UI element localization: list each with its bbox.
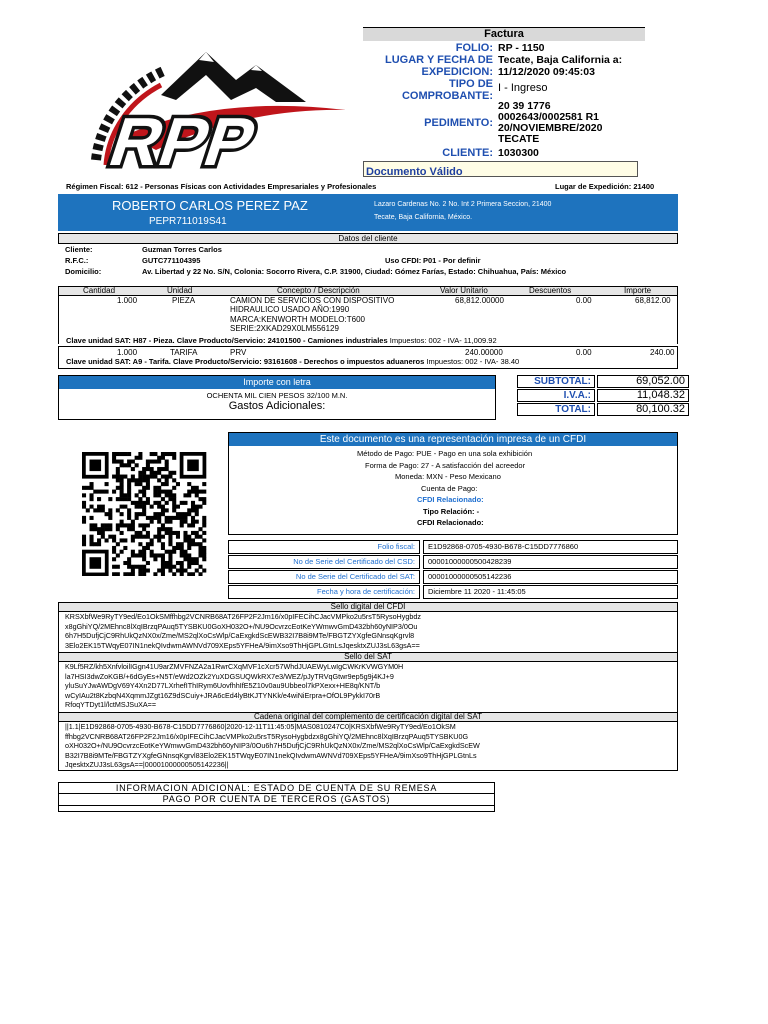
subtotal-value: 69,052.00 (597, 375, 689, 388)
sellos-block (58, 602, 678, 772)
fiscal-row (228, 570, 678, 584)
sello-sat-line: K9Lf5RZ/kh5XnfvloilIGgn41U9arZMVFNZA2a1RwrCXqMVF1cXcr57WhdJUAEWyLwIgCWKrKVWGYM0H (65, 662, 404, 671)
info-adicional-box (58, 782, 495, 816)
pedimento-label: PEDIMENTO: (424, 117, 493, 129)
sat-cert-label: No de Serie del Certificado del SAT: (228, 570, 420, 584)
cliente-rfc: GUTC771104395 (142, 256, 201, 265)
fiscal-row (228, 585, 678, 599)
item-clave (66, 357, 519, 366)
cadena-line: ||1.1|E1D92868-0705-4930-B678-C15DD7776860|2020-12-11T11:45:05|MAS0810247C0|KRSXbfWe9RyTY9ed/Eo1OkSM (65, 722, 456, 731)
sello-cfdi-header (58, 602, 678, 612)
csd-label: No de Serie del Certificado del CSD: (228, 555, 420, 569)
sello-cfdi-line: 3Elo2EK15TWqyE07IN1nekQIvdwmAWNVd709XEps5YFHeA/9imXso9ThHjGPLGtnLsJqesktxZUJ3sL63gsA== (65, 640, 420, 650)
sello-cfdi-line: 6h7H5DufjCjC9RhUkQzNX0x/Zme/MS2qlXoCsWlp/CaExgkdScEWB32I7B8i9MTe/FBGTZYXgfeGNnsqKgrvl8 (65, 631, 415, 641)
cadena-line: oXH032O+/NU9OcvrzcEotKeYWmwvGmD432bh60yNIP3/0Ou6h7H5DufjCjC9RhUkQzNX0x/Zme/MS2qlXoCsWlp/CaExgkdScEW (65, 741, 480, 751)
folio-label: FOLIO: (455, 42, 493, 54)
logo-text: RPP (100, 103, 266, 175)
info-adicional-line-2: PAGO POR CUENTA DE TERCEROS (GASTOS) (58, 794, 495, 806)
domicilio-label: Domicilio: (65, 267, 102, 276)
sello-sat-header (58, 652, 678, 662)
info-adicional-blank-row (58, 806, 495, 812)
regimen-fiscal: Régimen Fiscal: 612 - Personas Físicas con Actividades Empresariales y Profesionales (66, 182, 377, 191)
item-valor: 240.00000 (465, 348, 503, 357)
sello-cfdi-line: x8gGhiYQ/2MEhnc8lXqIBrzqPAuq5TYSBKU0GoXH032O+/NU9OcvrzcEotKeYWmwvGmD432bh60yNIP3/0Ou (65, 621, 418, 631)
cuenta-pago: Cuenta de Pago: (421, 483, 478, 493)
datos-cliente-title: Datos del cliente (338, 234, 398, 243)
item-cantidad: 1.000 (117, 348, 138, 357)
csd-value: 00001000000500428239 (423, 555, 678, 569)
iva-row (517, 389, 691, 402)
emisor-address-2: Tecate, Baja California, México. (374, 214, 473, 221)
sello-sat-line: yluSuYJwAWDgV69Y4Xn2D77LXrhefIThIRym6UovfhhIfE5Z10v0au9Ubbeol7kPXexx+HE8q/KNT/b (65, 681, 381, 691)
documento-valido-text: Documento Válido (366, 166, 463, 178)
col-concepto: Concepto / Descripción (277, 286, 360, 295)
totales-box (517, 375, 691, 415)
cliente-num-value: 1030300 (498, 147, 539, 159)
item-desc (230, 296, 394, 333)
cfdi-details (229, 448, 677, 529)
pedimento-line-1: 20 39 1776 (498, 100, 551, 112)
importe-letra-value: OCHENTA MIL CIEN PESOS 32/100 M.N. (206, 391, 348, 400)
col-valor: Valor Unitario (440, 286, 488, 295)
subtotal-row (517, 375, 691, 388)
metodo-pago: Método de Pago: PUE - Pago en una sola exhibición (357, 449, 533, 458)
item-descuento: 0.00 (576, 296, 592, 305)
emisor-rfc: PEPR711019S41 (149, 216, 227, 227)
folio-fiscal-label: Folio fiscal: (228, 540, 420, 554)
total-value: 80,100.32 (597, 403, 689, 416)
lugar-label: LUGAR Y FECHA DE EXPEDICION: (385, 54, 493, 78)
sello-sat-line: wCyIAu2t8KzbqN4XqmmJZgt16Z9dSCuiy+JRA6cEd4lyBtKJTYNKk/e4wiNiErpra+OfOL9PykkI70rB (65, 690, 381, 700)
sello-sat-title: Sello del SAT (344, 652, 392, 661)
col-unidad: Unidad (167, 286, 193, 295)
cliente-name: Guzman Torres Carlos (142, 245, 222, 254)
item-unidad: PIEZA (172, 296, 196, 305)
cadena-text (58, 722, 678, 771)
company-logo (66, 40, 356, 175)
emisor-band (58, 194, 678, 231)
iva-label: I.V.A.: (517, 389, 595, 402)
item-desc-line: HIDRAULICO USADO AÑO:1990 (230, 305, 350, 315)
cadena-line: ffhbg2VCNRB68AT26FP2F2Jm16/x0pIFECihCJacVMPko2u5rsT5RysoHygbdzx8gGhiYQ/2MEhnc8lXqIBrzqPAuq5TYSBKU0G (65, 731, 469, 741)
folio-fiscal-value: E1D92868-0705-4930-B678-C15DD7776860 (423, 540, 678, 554)
col-importe: Importe (624, 286, 652, 295)
item-descuento: 0.00 (576, 348, 592, 357)
uso-cfdi-label: Uso CFDI: (385, 256, 422, 265)
pedimento-line-3: 20/NOVIEMBRE/2020 (498, 122, 603, 134)
gastos-adicionales: Gastos Adicionales: (228, 400, 326, 412)
item-clave-text: Clave unidad SAT: H87 - Pieza. Clave Producto/Servicio: 24101500 - Camiones industriales (66, 336, 388, 345)
sello-cfdi-title: Sello digital del CFDI (330, 602, 406, 611)
total-label: TOTAL: (517, 403, 595, 416)
sello-sat-line: la7HSI3dwZoKGB/+6dGyEs+N5T/eWd2OZk2YuXDGSUQWkRX7e3/WEZ/pJyTRVqGtwr9ep5g9j4KJ+9 (65, 671, 394, 681)
invoice-title-bar (363, 27, 645, 41)
emisor-address-1: Lazaro Cardenas No. 2 No. Int 2 Primera Seccion, 21400 (374, 201, 552, 208)
sello-cfdi-line: KRSXbfWe9RyTY9ed/Eo1OkSMffhbg2VCNRB68AT26FP2F2Jm16/x0pIFECihCJacVMPko2u5rsT5RysoHygbdz (65, 612, 421, 621)
moneda: Moneda: MXN - Peso Mexicano (395, 472, 501, 481)
cliente-label: Cliente: (65, 245, 93, 254)
sello-sat-text (58, 662, 678, 712)
info-adicional-line-1: INFORMACION ADICIONAL: ESTADO DE CUENTA DE SU REMESA (58, 782, 495, 794)
rfc-label: R.F.C.: (65, 256, 89, 265)
sello-cfdi-text (58, 612, 678, 652)
lugar-expedicion: Lugar de Expedición: 21400 (555, 182, 655, 191)
conceptos-header-row (58, 286, 678, 296)
cadena-title: Cadena original del complemento de certificación digital del SAT (254, 712, 482, 721)
col-cantidad: Cantidad (83, 286, 116, 295)
datos-cliente-header (58, 233, 678, 244)
item-desc-line: MARCA:KENWORTH MODELO:T600 (230, 314, 365, 324)
total-row (517, 403, 691, 416)
conceptos-bottom-rule (58, 368, 678, 369)
item-desc-line: CAMION DE SERVICIOS CON DISPOSITIVO (230, 296, 395, 305)
forma-pago: Forma de Pago: 27 - A satisfacción del acreedor (365, 460, 526, 470)
cfdi-box (228, 432, 678, 535)
importe-letra-header (59, 376, 495, 389)
item-impuestos: Impuestos: 002 - IVA- 11,009.92 (389, 336, 497, 345)
fecha-cert-label: Fecha y hora de certificación: (228, 585, 420, 599)
fecha-value: 11/12/2020 09:45:03 (498, 66, 595, 78)
fiscal-table (228, 540, 678, 598)
item-importe: 240.00 (650, 348, 675, 357)
importe-letra-box (58, 375, 496, 420)
pedimento-line-4: TECATE (498, 133, 540, 145)
item-clave (66, 336, 497, 345)
subtotal-label: SUBTOTAL: (517, 375, 595, 388)
qr-code (75, 452, 213, 576)
cliente-num-label: CLIENTE: (442, 147, 493, 159)
item-impuestos: Impuestos: 002 - IVA- 38.40 (426, 357, 520, 366)
tipo-relacion: Tipo Relación: - (423, 506, 480, 516)
cfdi-header (229, 433, 677, 446)
cfdi-relacionado: CFDI Relacionado: (417, 518, 484, 527)
documento-valido-box (363, 161, 638, 177)
pedimento-line-2: 0002643/0002581 R1 (498, 111, 600, 123)
item-clave-text: Clave unidad SAT: A9 - Tarifa. Clave Producto/Servicio: 93161608 - Derechos o impuestos aduaneros (66, 357, 425, 366)
item-cantidad: 1.000 (117, 296, 138, 305)
cfdi-relacionado-label: CFDI Relacionado: (417, 495, 484, 504)
cadena-line: B32I7B8i9MTe/FBGTZYXgfeGNnsqKgrvl83Elo2EK15TWqyE07IN1nekQIvdwmAWNVd709XEps5YFHeA/9imXso9ThHjGPLGtnLs (65, 750, 477, 760)
iva-value: 11,048.32 (597, 389, 689, 402)
fiscal-row (228, 540, 678, 554)
item-desc-line: SERIE:2XKAD29X0LM556129 (230, 323, 339, 333)
cadena-line: JqesktxZUJ3sL63gsA==|00001000000505142236|| (65, 760, 229, 770)
item-valor: 68,812.00000 (455, 296, 504, 305)
sello-sat-line: RfoqYTDyt1l/lctMSJSuXA== (65, 700, 157, 710)
item-importe: 68,812.00 (635, 296, 671, 305)
fecha-cert-value: Diciembre 11 2020 - 11:45:05 (423, 585, 678, 599)
invoice-title: Factura (484, 28, 524, 40)
tipo-value: I - Ingreso (498, 82, 548, 94)
uso-cfdi-value: P01 - Por definir (423, 256, 481, 265)
item-unidad: TARIFA (170, 348, 198, 357)
sat-cert-value: 00001000000505142236 (423, 570, 678, 584)
fiscal-row (228, 555, 678, 569)
importe-letra-title: Importe con letra (243, 377, 311, 387)
folio-value: RP - 1150 (498, 42, 545, 54)
emisor-name: ROBERTO CARLOS PEREZ PAZ (112, 198, 308, 213)
cadena-header (58, 712, 678, 722)
col-descuentos: Descuentos (529, 286, 572, 295)
domicilio-value: Av. Libertad y 22 No. S/N, Colonia: Socorro Rivera, C.P. 31900, Ciudad: Gómez Farías, Estado: Chihuahua, País: México (142, 267, 567, 276)
item-desc-line: PRV (230, 348, 247, 357)
lugar-value: Tecate, Baja California a: (498, 54, 623, 66)
cfdi-title: Este documento es una representación impresa de un CFDI (319, 434, 587, 445)
tipo-label: TIPO DE COMPROBANTE: (401, 78, 493, 102)
